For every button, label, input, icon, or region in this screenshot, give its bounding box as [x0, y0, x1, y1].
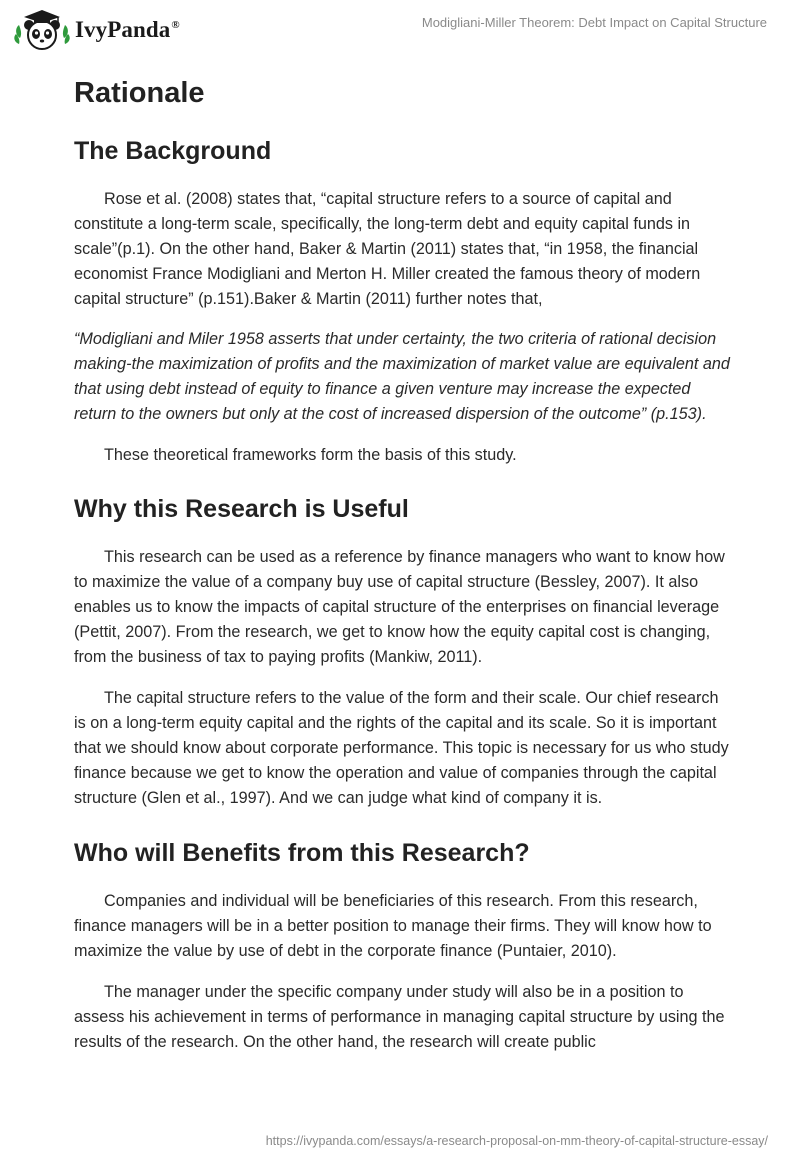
section-heading-why-useful: Why this Research is Useful	[74, 495, 409, 523]
document-body	[74, 70, 734, 1055]
paragraph: The manager under the specific company under study will also be in a position to assess his achievement in terms of performance in managing capital structure by using the results of the research. On the other hand, the research will create public	[74, 983, 725, 1051]
panda-logo-icon	[14, 8, 70, 52]
paragraph: These theoretical frameworks form the basis of this study.	[104, 446, 517, 464]
section-heading-background: The Background	[74, 137, 272, 165]
source-url[interactable]: https://ivypanda.com/essays/a-research-proposal-on-mm-theory-of-capital-structure-essay/	[265, 1134, 768, 1148]
paragraph: Rose et al. (2008) states that, “capital structure refers to a source of capital and constitute a long-term scale, specifically, the long-term debt and equity capital funds in scale”(p.1). On the other hand, Baker & Martin (2011) states that, “in 1958, the financial economist France Modigliani and Merton H. Miller created the famous theory of modern capital structure” (p.151).Baker & Martin (2011) further notes that,	[74, 190, 701, 308]
paragraph: Companies and individual will be beneficiaries of this research. From this research, finance managers will be in a better position to manage their firms. They will know how to maximize the value by use of debt in the corporate finance (Puntaier, 2010).	[74, 892, 712, 960]
section-heading-beneficiaries: Who will Benefits from this Research?	[74, 839, 530, 867]
block-quote: “Modigliani and Miler 1958 asserts that under certainty, the two criteria of rational decision making-the maximization of profits and the maximization of market value are equivalent and that using debt instead of equity to finance a given venture may increase the expected return to the owners but only at the cost of increased dispersion of the outcome” (p.153).	[74, 330, 730, 423]
brand-logo[interactable]	[14, 8, 180, 52]
paragraph: This research can be used as a reference by finance managers who want to know how to maximize the value of a company buy use of capital structure (Bessley, 2007). It also enables us to know the impacts of capital structure of the enterprises on financial leverage (Pettit, 2007). From the research, we get to know how the equity capital cost is changing, from the business of tax to paying profits (Mankiw, 2011).	[74, 548, 725, 666]
page-title: Rationale	[74, 77, 205, 109]
page-header	[0, 0, 800, 60]
document-header-title: Modigliani-Miller Theorem: Debt Impact on Capital Structure	[421, 15, 767, 30]
brand-name: IvyPanda®	[75, 17, 180, 42]
paragraph: The capital structure refers to the value of the form and their scale. Our chief research is on a long-term equity capital and the rights of the capital and its scale. So it is important that we should know about corporate performance. This topic is necessary for us who study finance because we get to know the operation and value of companies through the capital structure (Glen et al., 1997). And we can judge what kind of company it is.	[74, 689, 729, 807]
